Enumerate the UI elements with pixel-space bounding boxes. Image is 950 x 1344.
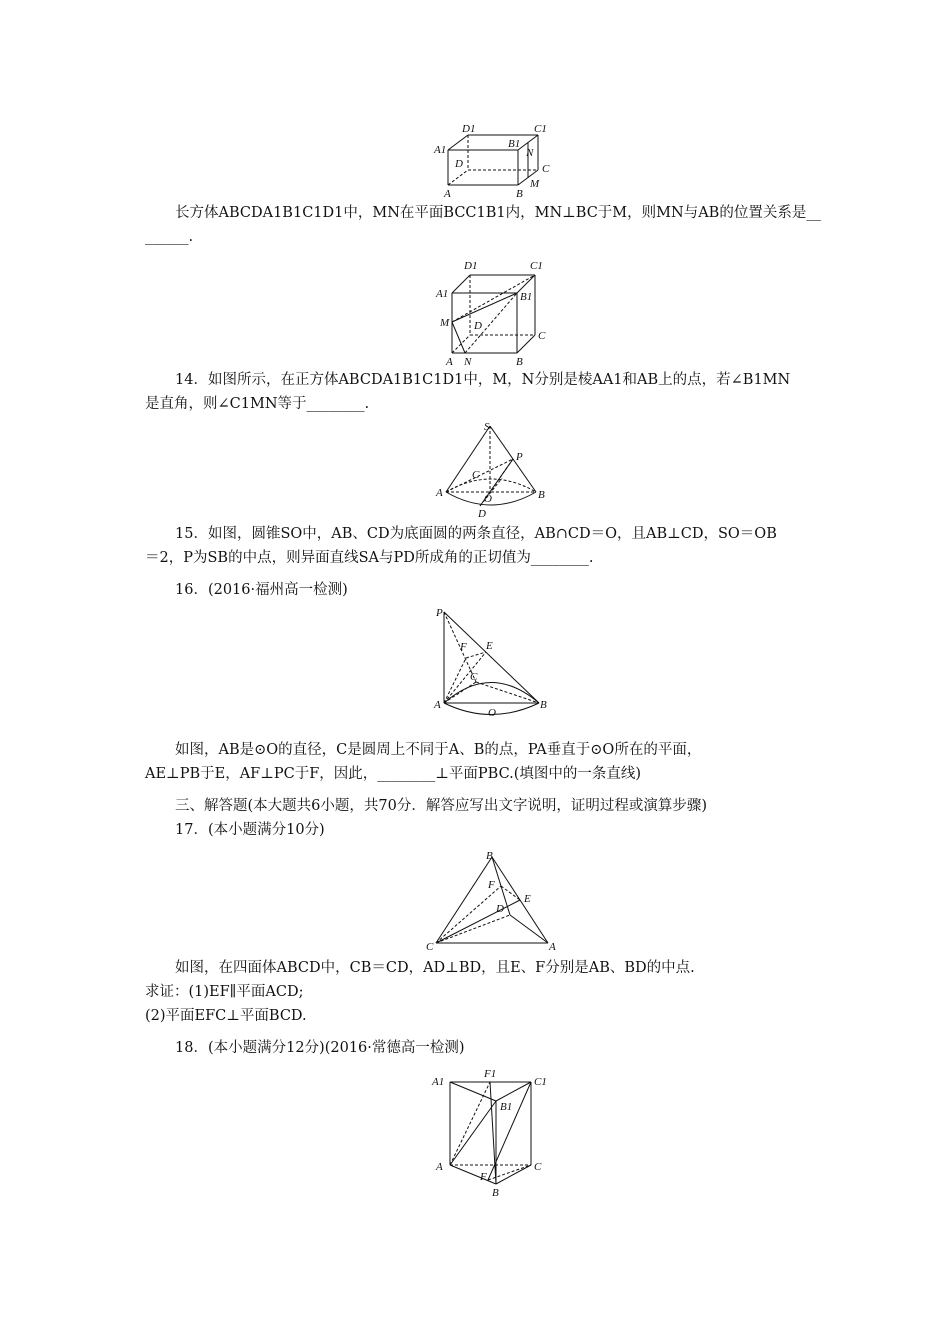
question-18-header [145, 1036, 815, 1060]
label-A: A [436, 1161, 443, 1173]
q16-line-2: AE⊥PB于E，AF⊥PC于F，因此，________⊥平面PBC.(填图中的一条直线) [145, 766, 642, 782]
cuboid-diagram [430, 120, 560, 200]
label-D1: D1 [462, 123, 476, 135]
q17-line-3: (2)平面EFC⊥平面BCD. [145, 1008, 307, 1024]
label-C1: C1 [530, 260, 543, 272]
q13-line-1: 长方体ABCDA1B1C1D1中，MN在平面BCC1B1内，MN⊥BC于M，则MN与AB的位置关系是__ [175, 205, 821, 221]
label-F: F [480, 1171, 487, 1183]
label-F: F [460, 641, 467, 653]
section-3-heading [145, 794, 815, 818]
label-N: N [526, 147, 534, 159]
prism-diagram [430, 1068, 555, 1200]
label-A1: A1 [434, 144, 447, 156]
q17-line-2: 求证：(1)EF∥平面ACD; [145, 984, 304, 1000]
label-M: M [440, 317, 450, 329]
label-B: B [516, 356, 523, 368]
q14-line-1: 14．如图所示，在正方体ABCDA1B1C1D1中，M，N分别是棱AA1和AB上的点，若∠B1MN [175, 372, 791, 388]
q16-line-1: 如图，AB是⊙O的直径，C是圆周上不同于A、B的点，PA垂直于⊙O所在的平面， [175, 742, 702, 758]
label-A: A [436, 487, 443, 499]
q14-line-2: 是直角，则∠C1MN等于________. [145, 396, 370, 412]
figure-cube-q14 [430, 255, 560, 367]
question-13-text [145, 201, 821, 249]
label-O: O [484, 493, 492, 505]
label-B: B [486, 850, 493, 862]
label-B1: B1 [520, 291, 533, 303]
q17-line-1: 如图，在四面体ABCD中，CB＝CD，AD⊥BD，且E、F分别是AB、BD的中点. [175, 960, 695, 976]
cone-diagram [432, 418, 552, 518]
label-C: C [470, 671, 478, 683]
label-C: C [542, 163, 550, 175]
q18-header: 18．(本小题满分12分)(2016·常德高一检测) [175, 1040, 465, 1056]
label-A1: A1 [436, 288, 449, 300]
label-A: A [434, 699, 441, 711]
label-D1: D1 [464, 260, 478, 272]
q15-line-1: 15．如图，圆锥SO中，AB、CD为底面圆的两条直径，AB∩CD＝O，且AB⊥CD，SO＝OB [175, 526, 777, 542]
q13-line-2: ______. [145, 229, 194, 245]
label-D: D [455, 158, 463, 170]
label-P: P [516, 451, 523, 463]
label-S: S [484, 421, 490, 433]
label-B: B [492, 1187, 499, 1199]
label-E: E [486, 640, 493, 652]
label-B1: B1 [508, 138, 521, 150]
label-D: D [496, 903, 504, 915]
label-M: M [530, 178, 540, 190]
question-16-header [145, 578, 815, 602]
question-14-text [145, 368, 815, 416]
q16-header: 16．(2016·福州高一检测) [175, 582, 348, 598]
label-B1: B1 [500, 1101, 513, 1113]
figure-circle-pyramid-q16 [432, 602, 557, 724]
label-B: B [516, 188, 523, 200]
label-A1: A1 [432, 1076, 445, 1088]
figure-cuboid-q13 [430, 120, 560, 200]
question-15-text [145, 522, 815, 570]
question-16-text [145, 738, 815, 786]
label-D: D [474, 320, 482, 332]
figure-prism-q18 [430, 1068, 555, 1200]
label-A: A [444, 188, 451, 200]
figure-cone-q15 [432, 418, 552, 518]
question-17-header [145, 818, 815, 842]
label-B: B [540, 699, 547, 711]
label-C: C [534, 1161, 542, 1173]
label-F: F [488, 879, 495, 891]
label-F1: F1 [484, 1068, 497, 1080]
label-A: A [446, 356, 453, 368]
label-A: A [549, 941, 556, 953]
label-C: C [426, 941, 434, 953]
q17-header: 17．(本小题满分10分) [175, 822, 325, 838]
q15-line-2: ＝2，P为SB的中点，则异面直线SA与PD所成角的正切值为________. [145, 550, 594, 566]
section-3-text: 三、解答题(本大题共6小题，共70分．解答应写出文字说明，证明过程或演算步骤) [175, 798, 707, 814]
cube-diagram [430, 255, 560, 367]
label-C1: C1 [534, 1076, 547, 1088]
label-N: N [464, 356, 472, 368]
question-17-text [145, 956, 815, 1028]
label-B: B [538, 489, 545, 501]
figure-tetrahedron-q17 [426, 847, 561, 953]
label-E: E [524, 893, 531, 905]
label-C1: C1 [534, 123, 547, 135]
circle-pyramid-diagram [432, 602, 557, 724]
label-C: C [538, 330, 546, 342]
label-P: P [436, 607, 443, 619]
label-O: O [488, 707, 496, 719]
label-C: C [472, 469, 480, 481]
tetrahedron-diagram [426, 847, 561, 953]
label-D: D [478, 508, 486, 520]
